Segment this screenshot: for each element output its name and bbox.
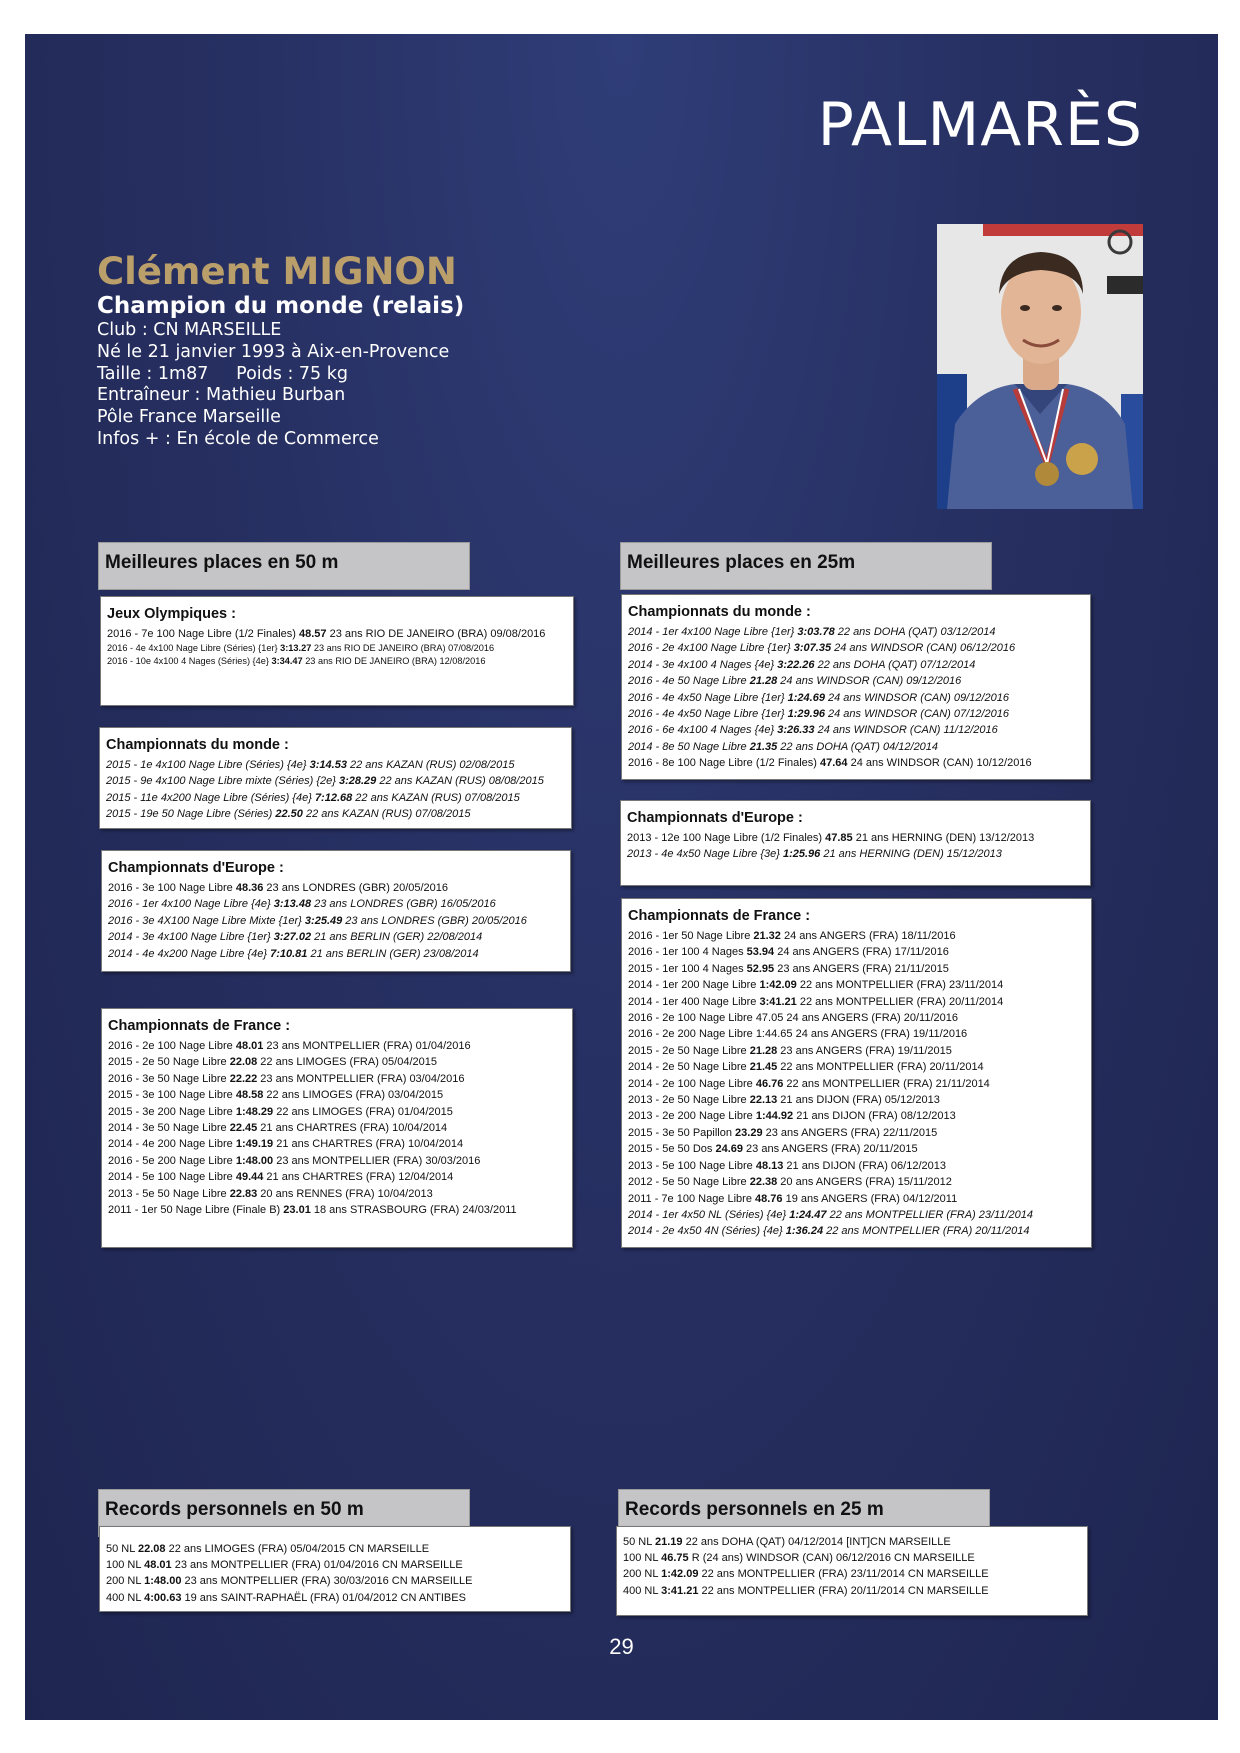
result-event: 50 NL [623, 1536, 656, 1548]
result-time: 7:10.81 [270, 947, 308, 960]
box-records-50m [99, 1526, 571, 1612]
result-time: 53.94 [746, 946, 775, 959]
result-details: 20 ans ANGERS (FRA) 15/11/2012 [777, 1176, 952, 1189]
box-title: Championnats d'Europe : [627, 810, 803, 826]
result-details: 24 ans WINDSOR (CAN) 10/12/2016 [847, 757, 1032, 770]
result-details: 22 ans LIMOGES (FRA) 05/04/2015 [257, 1056, 437, 1069]
result-time: 21.28 [749, 1044, 778, 1057]
result-time: 49.44 [235, 1171, 264, 1184]
result-line [108, 896, 564, 912]
result-time: 48.01 [144, 1559, 172, 1572]
result-event: 2016 - 2e 200 Nage Libre 1:44.65 24 ans ANGERS (FRA) 19/11/2016 [628, 1028, 968, 1041]
result-line [628, 1125, 1085, 1141]
result-time: 1:42.09 [759, 979, 797, 992]
result-details: 23 ans LONDRES (GBR) 16/05/2016 [311, 898, 496, 911]
result-details: 24 ans WINDSOR (CAN) 09/12/2016 [824, 691, 1009, 704]
athlete-photo [937, 224, 1143, 509]
result-time: 21.32 [753, 930, 781, 942]
result-event: 2015 - 5e 50 Dos [628, 1143, 716, 1156]
result-time: 3:41.21 [759, 995, 797, 1008]
athlete-pole: Pôle France Marseille [97, 407, 281, 428]
result-event: 2014 - 2e 4x50 4N (Séries) {4e} [628, 1225, 786, 1238]
result-line [623, 1550, 1081, 1566]
result-details: 23 ans ANGERS (FRA) 22/11/2015 [762, 1126, 938, 1139]
result-details: 23 ans MONTPELLIER (FRA) 30/03/2016 CN MARSEILLE [181, 1575, 473, 1588]
athlete-birth: Né le 21 janvier 1993 à Aix-en-Provence [97, 341, 450, 362]
result-event: 2012 - 5e 50 Nage Libre [628, 1176, 750, 1189]
result-time: 1:48.00 [235, 1154, 274, 1167]
result-event: 2016 - 2e 4x100 Nage Libre {1er} [628, 642, 794, 655]
result-event: 2014 - 2e 50 Nage Libre [628, 1061, 750, 1074]
result-line [628, 1158, 1085, 1174]
result-details: 22 ans LIMOGES (FRA) 01/04/2015 [273, 1105, 453, 1118]
result-line [108, 1186, 566, 1202]
result-line [108, 1169, 566, 1185]
result-details: 22 ans MONTPELLIER (FRA) 23/11/2014 CN MARSEILLE [698, 1568, 989, 1581]
result-time: 3:34.47 [271, 656, 303, 667]
box-championnats-monde-50m [99, 727, 572, 829]
result-event: 400 NL [106, 1591, 145, 1604]
result-time: 3:22.26 [777, 658, 815, 671]
athlete-extra: Infos + : En école de Commerce [97, 428, 379, 449]
result-line [628, 657, 1084, 673]
result-details: 23 ans LONDRES (GBR) 20/05/2016 [263, 882, 449, 894]
result-event: 2016 - 4e 4x50 Nage Libre {1er} [628, 691, 788, 704]
result-time: 3:03.78 [797, 626, 835, 638]
result-time: 21.28 [749, 675, 778, 688]
result-event: 2013 - 4e 4x50 Nage Libre {3e} [627, 848, 783, 861]
result-time: 3:41.21 [661, 1584, 699, 1597]
result-line [628, 722, 1084, 738]
result-details: 22 ans KAZAN (RUS) 02/08/2015 [346, 759, 515, 771]
result-event: 2016 - 1er 4x100 Nage Libre {4e} [108, 898, 274, 911]
result-event: 2015 - 1er 100 4 Nages [628, 962, 747, 975]
result-line [628, 640, 1084, 656]
result-event: 2016 - 3e 4X100 Nage Libre Mixte {1er} [108, 914, 305, 927]
result-time: 21.35 [749, 740, 778, 753]
box-title: Championnats de France : [108, 1018, 291, 1034]
result-line [108, 946, 564, 962]
result-details: 23 ans MONTPELLIER (FRA) 03/04/2016 [257, 1072, 465, 1085]
result-line [108, 1071, 566, 1087]
result-line [623, 1566, 1081, 1582]
result-line [628, 1191, 1085, 1207]
result-details: 22 ans DOHA (QAT) 04/12/2014 [INT]CN MARSEILLE [682, 1536, 951, 1548]
result-details: 24 ans WINDSOR (CAN) 11/12/2016 [814, 724, 998, 737]
result-details: 21 ans DIJON (FRA) 05/12/2013 [777, 1094, 940, 1107]
result-time: 1:36.24 [785, 1225, 824, 1238]
result-details: 22 ans KAZAN (RUS) 07/08/2015 [352, 791, 520, 804]
result-line [108, 913, 564, 929]
result-event: 2014 - 1er 4x100 Nage Libre {1er} [628, 626, 798, 638]
result-event: 2016 - 4e 50 Nage Libre [628, 675, 750, 688]
result-line [623, 1583, 1081, 1599]
result-details: 22 ans LIMOGES (FRA) 03/04/2015 [263, 1089, 444, 1102]
result-line [628, 1059, 1085, 1075]
result-event: 2013 - 12e 100 Nage Libre (1/2 Finales) [627, 832, 826, 844]
result-time: 3:07.35 [793, 642, 832, 655]
result-line [108, 1038, 566, 1054]
result-details: 21 ans BERLIN (GER) 23/08/2014 [307, 947, 479, 960]
result-event: 2016 - 10e 4x100 4 Nages (Séries) {4e} [107, 656, 272, 667]
result-event: 2014 - 1er 4x50 NL (Séries) {4e} [628, 1208, 790, 1221]
result-event: 2015 - 11e 4x200 Nage Libre (Séries) {4e} [106, 791, 315, 804]
result-line [108, 1087, 566, 1103]
result-line [628, 994, 1085, 1010]
result-line [628, 1076, 1085, 1092]
athlete-title: Champion du monde (relais) [97, 293, 465, 319]
result-event: 2016 - 5e 200 Nage Libre [108, 1154, 236, 1167]
result-line [628, 706, 1084, 722]
result-event: 2014 - 8e 50 Nage Libre [628, 740, 750, 753]
result-event: 2015 - 3e 100 Nage Libre [108, 1089, 236, 1102]
result-details: 21 ans HERNING (DEN) 13/12/2013 [852, 832, 1035, 844]
result-line [107, 642, 567, 655]
result-details: 21 ans CHARTRES (FRA) 10/04/2014 [257, 1122, 448, 1135]
result-line [628, 1174, 1085, 1190]
box-title: Jeux Olympiques : [107, 606, 236, 622]
result-time: 1:24.69 [787, 691, 825, 704]
result-time: 21.45 [749, 1061, 778, 1074]
box-title: Championnats du monde : [628, 604, 811, 620]
result-event: 2015 - 2e 50 Nage Libre [628, 1044, 750, 1057]
result-event: 2014 - 2e 100 Nage Libre [628, 1077, 756, 1090]
box-championnats-monde-25m [621, 594, 1091, 780]
result-details: 22 ans MONTPELLIER (FRA) 21/11/2014 [783, 1077, 990, 1090]
box-championnats-france-25m [621, 898, 1092, 1248]
result-details: 20 ans RENNES (FRA) 10/04/2013 [257, 1187, 433, 1200]
result-time: 52.95 [746, 962, 775, 975]
result-details: 21 ans CHARTRES (FRA) 12/04/2014 [263, 1171, 454, 1184]
result-line [628, 944, 1085, 960]
result-details: 22 ans MONTPELLIER (FRA) 20/11/2014 [823, 1225, 1030, 1238]
result-details: R (24 ans) WINDSOR (CAN) 06/12/2016 CN MARSEILLE [688, 1552, 975, 1565]
section-records-25m: Records personnels en 25 m [618, 1489, 990, 1537]
result-line [108, 929, 564, 945]
result-time: 22.83 [229, 1187, 258, 1200]
result-time: 23.29 [735, 1126, 763, 1139]
result-time: 23.01 [283, 1204, 311, 1217]
result-line [106, 806, 565, 822]
result-line [628, 928, 1085, 944]
result-line [628, 961, 1085, 977]
result-event: 2016 - 1er 100 4 Nages [628, 946, 747, 959]
result-event: 2015 - 19e 50 Nage Libre (Séries) [106, 808, 276, 821]
box-title: Championnats de France : [628, 908, 811, 924]
result-event: 2016 - 4e 4x50 Nage Libre {1er} [628, 708, 788, 721]
result-details: 24 ans ANGERS (FRA) 18/11/2016 [780, 930, 956, 942]
result-details: 22 ans DOHA (QAT) 04/12/2014 [777, 740, 939, 753]
result-line [106, 773, 565, 789]
result-details: 24 ans WINDSOR (CAN) 06/12/2016 [831, 642, 1016, 655]
result-details: 23 ans RIO DE JANEIRO (BRA) 12/08/2016 [302, 656, 486, 667]
result-details: 21 ans BERLIN (GER) 22/08/2014 [311, 931, 483, 944]
result-event: 2016 - 6e 4x100 4 Nages {4e} [628, 724, 778, 737]
result-event: 2016 - 1er 50 Nage Libre [628, 930, 754, 942]
result-time: 22.50 [275, 808, 303, 821]
result-details: 22 ans MONTPELLIER (FRA) 20/11/2014 [777, 1061, 984, 1074]
result-line [108, 1202, 566, 1218]
result-time: 3:14.53 [309, 759, 347, 771]
result-details: 22 ans MONTPELLIER (FRA) 23/11/2014 [796, 979, 1004, 992]
result-line [108, 1136, 566, 1152]
result-details: 22 ans KAZAN (RUS) 08/08/2015 [376, 775, 544, 788]
result-line [623, 1534, 1081, 1550]
result-time: 3:13.48 [273, 898, 312, 911]
result-event: 2015 - 2e 50 Nage Libre [108, 1056, 230, 1069]
result-line [628, 1207, 1085, 1223]
result-details: 22 ans MONTPELLIER (FRA) 20/11/2014 CN MARSEILLE [698, 1584, 989, 1597]
result-line [108, 1153, 566, 1169]
result-event: 2013 - 5e 100 Nage Libre [628, 1159, 756, 1172]
box-title: Championnats du monde : [106, 737, 289, 753]
result-details: 21 ans DIJON (FRA) 06/12/2013 [783, 1159, 946, 1172]
result-time: 47.85 [825, 832, 853, 844]
result-time: 22.08 [138, 1543, 166, 1555]
result-details: 22 ans DOHA (QAT) 07/12/2014 [814, 658, 976, 671]
result-time: 3:25.49 [304, 914, 343, 927]
result-time: 3:13.27 [280, 643, 312, 654]
athlete-name: Clément MIGNON [97, 250, 457, 293]
result-event: 2014 - 5e 100 Nage Libre [108, 1171, 236, 1184]
result-details: 24 ans ANGERS (FRA) 17/11/2016 [774, 946, 949, 959]
result-event: 2014 - 3e 50 Nage Libre [108, 1122, 230, 1135]
result-time: 1:49.19 [235, 1138, 274, 1151]
result-line [628, 977, 1085, 993]
result-event: 2013 - 5e 50 Nage Libre [108, 1187, 230, 1200]
result-line [628, 690, 1084, 706]
section-records-50m: Records personnels en 50 m [98, 1489, 470, 1537]
result-line [106, 1573, 564, 1589]
result-time: 48.01 [235, 1040, 264, 1052]
result-details: 23 ans ANGERS (FRA) 19/11/2015 [777, 1044, 952, 1057]
result-time: 48.36 [235, 882, 264, 894]
result-line [628, 1010, 1085, 1026]
result-time: 3:28.29 [338, 775, 377, 788]
result-event: 2014 - 3e 4x100 Nage Libre {1er} [108, 931, 274, 944]
athlete-coach: Entraîneur : Mathieu Burban [97, 385, 346, 406]
result-line [106, 757, 565, 773]
athlete-club: Club : CN MARSEILLE [97, 320, 282, 340]
athlete-portrait-icon [937, 224, 1143, 509]
result-line [108, 1054, 566, 1070]
result-time: 7:12.68 [314, 791, 353, 804]
result-event: 2014 - 4e 4x200 Nage Libre {4e} [108, 947, 271, 960]
athlete-size: Taille : 1m87 Poids : 75 kg [97, 363, 348, 384]
result-time: 22.45 [229, 1122, 258, 1135]
result-time: 21.19 [655, 1536, 683, 1548]
section-best-50m: Meilleures places en 50 m [98, 542, 470, 590]
result-details: 19 ans ANGERS (FRA) 04/12/2011 [782, 1192, 958, 1205]
result-event: 2014 - 1er 200 Nage Libre [628, 979, 760, 992]
result-line [106, 790, 565, 806]
result-details: 21 ans CHARTRES (FRA) 10/04/2014 [273, 1138, 464, 1151]
result-line [108, 880, 564, 896]
result-details: 18 ans STRASBOURG (FRA) 24/03/2011 [310, 1204, 517, 1217]
result-time: 48.58 [235, 1089, 264, 1102]
result-line [106, 1557, 564, 1573]
box-jeux-olympiques [100, 596, 574, 706]
result-time: 47.64 [820, 757, 848, 770]
athlete-info [97, 252, 464, 451]
result-time: 22.38 [749, 1176, 778, 1189]
result-event: 2015 - 3e 50 Papillon [628, 1126, 736, 1139]
result-event: 2015 - 1e 4x100 Nage Libre (Séries) {4e} [106, 759, 310, 771]
result-details: 23 ans ANGERS (FRA) 21/11/2015 [774, 962, 949, 975]
result-time: 1:42.09 [661, 1568, 699, 1581]
box-championnats-france-50m [101, 1008, 573, 1248]
result-event: 2016 - 8e 100 Nage Libre (1/2 Finales) [628, 757, 821, 770]
result-time: 1:24.47 [789, 1208, 827, 1221]
box-championnats-europe-50m [101, 850, 571, 972]
result-line [628, 673, 1084, 689]
result-event: 2013 - 2e 50 Nage Libre [628, 1094, 750, 1107]
result-details: 23 ans MONTPELLIER (FRA) 01/04/2016 [263, 1040, 471, 1052]
result-event: 2016 - 3e 100 Nage Libre [108, 882, 236, 894]
result-details: 22 ans LIMOGES (FRA) 05/04/2015 CN MARSEILLE [165, 1543, 430, 1555]
result-time: 46.76 [755, 1077, 784, 1090]
result-line [628, 1141, 1085, 1157]
box-title: Championnats d'Europe : [108, 860, 284, 876]
result-time: 46.75 [661, 1552, 689, 1565]
result-time: 22.22 [229, 1072, 258, 1085]
result-time: 22.13 [749, 1094, 778, 1107]
result-time: 1:48.00 [144, 1575, 182, 1588]
result-line [627, 846, 1084, 862]
result-line [106, 1590, 564, 1606]
page-number: 29 [609, 1634, 634, 1659]
result-details: 22 ans MONTPELLIER (FRA) 20/11/2014 [796, 995, 1004, 1008]
result-time: 1:29.96 [787, 708, 825, 721]
section-best-25m: Meilleures places en 25m [620, 542, 992, 590]
result-event: 50 NL [106, 1543, 139, 1555]
result-event: 2014 - 4e 200 Nage Libre [108, 1138, 236, 1151]
result-details: 22 ans DOHA (QAT) 03/12/2014 [834, 626, 996, 638]
result-line [108, 1104, 566, 1120]
result-event: 100 NL [106, 1559, 145, 1572]
result-details: 19 ans SAINT-RAPHAËL (FRA) 01/04/2012 CN ANTIBES [181, 1591, 466, 1604]
result-details: 23 ans LONDRES (GBR) 20/05/2016 [342, 914, 527, 927]
result-event: 2011 - 7e 100 Nage Libre [628, 1192, 755, 1205]
result-line [108, 1120, 566, 1136]
result-line [628, 1043, 1085, 1059]
result-event: 400 NL [623, 1584, 662, 1597]
result-time: 3:27.02 [273, 931, 312, 944]
result-event: 100 NL [623, 1552, 662, 1565]
result-event: 2016 - 3e 50 Nage Libre [108, 1072, 230, 1085]
box-championnats-europe-25m [620, 800, 1091, 886]
result-line [628, 1108, 1085, 1124]
result-event: 2014 - 1er 400 Nage Libre [628, 995, 760, 1008]
result-details: 23 ans RIO DE JANEIRO (BRA) 07/08/2016 [311, 643, 495, 654]
result-event: 2016 - 7e 100 Nage Libre (1/2 Finales) [107, 628, 300, 640]
page-title: PALMARÈS [817, 90, 1143, 160]
result-event: 2013 - 2e 200 Nage Libre [628, 1110, 756, 1123]
result-line [107, 626, 567, 642]
result-details: 23 ans RIO DE JANEIRO (BRA) 09/08/2016 [326, 628, 546, 640]
result-line [628, 739, 1084, 755]
result-details: 24 ans WINDSOR (CAN) 07/12/2016 [824, 708, 1009, 721]
result-event: 2015 - 3e 200 Nage Libre [108, 1105, 236, 1118]
result-event: 2015 - 9e 4x100 Nage Libre mixte (Séries) {2e} [106, 775, 339, 788]
result-event: 2016 - 4e 4x100 Nage Libre (Séries) {1er} [107, 643, 281, 654]
result-time: 1:44.92 [755, 1110, 794, 1123]
result-event: 200 NL [106, 1575, 145, 1588]
result-event: 2014 - 3e 4x100 4 Nages {4e} [628, 658, 778, 671]
result-time: 48.13 [755, 1159, 784, 1172]
result-time: 48.76 [755, 1192, 783, 1205]
result-line [628, 1026, 1085, 1042]
result-event: 200 NL [623, 1568, 662, 1581]
result-details: 21 ans DIJON (FRA) 08/12/2013 [793, 1110, 956, 1123]
result-time: 22.08 [229, 1056, 258, 1069]
result-details: 21 ans HERNING (DEN) 15/12/2013 [820, 848, 1002, 861]
page-background [25, 34, 1218, 1720]
result-event: 2016 - 2e 100 Nage Libre 47.05 24 ans ANGERS (FRA) 20/11/2016 [628, 1012, 959, 1025]
result-time: 1:25.96 [782, 848, 821, 861]
result-details: 23 ans ANGERS (FRA) 20/11/2015 [742, 1143, 918, 1156]
result-time: 4:00.63 [144, 1591, 182, 1604]
result-line [106, 1541, 564, 1557]
result-details: 23 ans MONTPELLIER (FRA) 30/03/2016 [273, 1154, 481, 1167]
box-records-25m [616, 1526, 1088, 1616]
result-event: 2011 - 1er 50 Nage Libre (Finale B) [108, 1204, 284, 1217]
result-time: 48.57 [299, 628, 327, 640]
result-event: 2016 - 2e 100 Nage Libre [108, 1040, 236, 1052]
result-details: 22 ans KAZAN (RUS) 07/08/2015 [302, 808, 471, 821]
result-time: 1:48.29 [235, 1105, 274, 1118]
result-line [628, 1223, 1085, 1239]
result-line [627, 830, 1084, 846]
result-line [628, 755, 1084, 771]
result-line [628, 1092, 1085, 1108]
result-details: 24 ans WINDSOR (CAN) 09/12/2016 [777, 675, 962, 688]
result-time: 24.69 [715, 1143, 743, 1156]
result-line [628, 624, 1084, 640]
result-details: 23 ans MONTPELLIER (FRA) 01/04/2016 CN MARSEILLE [171, 1559, 463, 1572]
result-line [107, 655, 567, 668]
result-time: 3:26.33 [777, 724, 815, 737]
result-details: 22 ans MONTPELLIER (FRA) 23/11/2014 [826, 1208, 1033, 1221]
